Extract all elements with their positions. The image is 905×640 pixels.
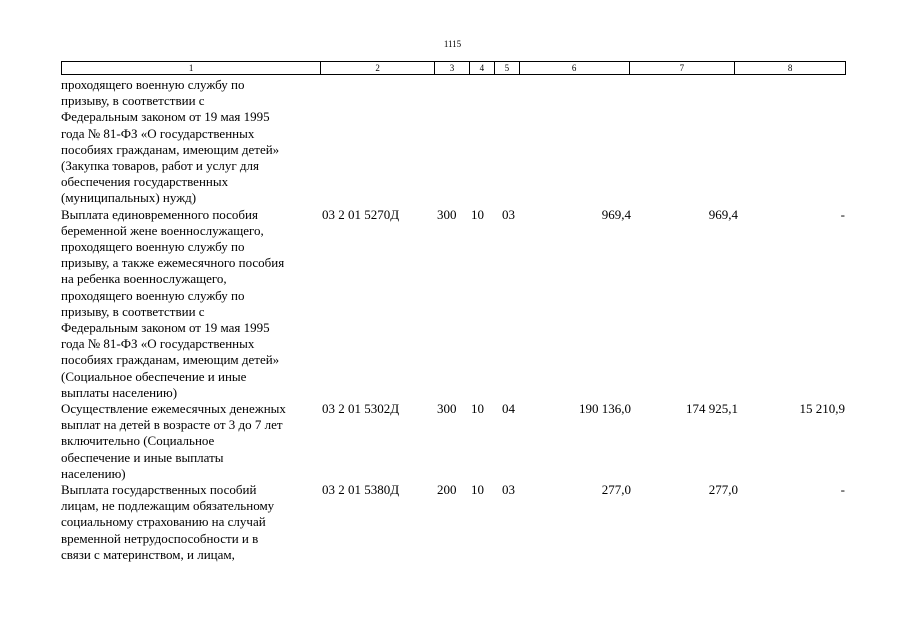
- header-cell-7: 7: [630, 62, 736, 74]
- description-line: беременной жене военнослужащего,: [61, 222, 264, 238]
- description-line: проходящего военную службу по: [61, 287, 245, 303]
- description-line: Федеральным законом от 19 мая 1995: [61, 109, 270, 125]
- expense-type-cell: 200: [437, 482, 457, 498]
- amount-total-cell: 277,0: [601, 482, 631, 498]
- table-body: [0, 77, 905, 563]
- table-row: [0, 401, 905, 482]
- amount-col7-cell: 969,4: [708, 206, 738, 222]
- budget-code-cell: 03 2 01 5270Д: [322, 206, 400, 222]
- description-line: обеспечения государственных: [61, 174, 229, 190]
- subsection-cell: 03: [502, 482, 515, 498]
- description-line: временной нетрудоспособности и в: [61, 530, 259, 546]
- description-line: лицам, не подлежащим обязательному: [61, 498, 275, 514]
- description-line: включительно (Социальное: [61, 433, 215, 449]
- section-cell: 10: [471, 482, 484, 498]
- row-description: [61, 77, 326, 207]
- amount-col8-cell: -: [840, 482, 845, 498]
- description-line: Выплата единовременного пособия: [61, 206, 258, 222]
- section-cell: 10: [471, 206, 484, 222]
- header-cell-4: 4: [470, 62, 495, 74]
- row-description: [61, 401, 326, 482]
- table-header-row: [61, 61, 846, 75]
- description-line: выплат на детей в возрасте от 3 до 7 лет: [61, 417, 283, 433]
- expense-type-cell: 300: [437, 206, 457, 222]
- description-line: (Закупка товаров, работ и услуг для: [61, 158, 259, 174]
- description-line: Осуществление ежемесячных денежных: [61, 401, 286, 417]
- description-line: населению): [61, 465, 126, 481]
- description-line: Выплата государственных пособий: [61, 482, 257, 498]
- section-cell: 10: [471, 401, 484, 417]
- description-line: Федеральным законом от 19 мая 1995: [61, 320, 270, 336]
- description-line: связи с материнством, и лицам,: [61, 546, 235, 562]
- budget-code-cell: 03 2 01 5302Д: [322, 401, 400, 417]
- description-line: пособиях гражданам, имеющим детей»: [61, 352, 280, 368]
- description-line: социальному страхованию на случай: [61, 514, 266, 530]
- description-line: пособиях гражданам, имеющим детей»: [61, 141, 280, 157]
- description-line: проходящего военную службу по: [61, 239, 245, 255]
- subsection-cell: 04: [502, 401, 515, 417]
- row-description: [61, 207, 326, 401]
- amount-col8-cell: -: [840, 206, 845, 222]
- description-line: выплаты населению): [61, 384, 178, 400]
- description-line: призыву, а также ежемесячного пособия: [61, 255, 285, 271]
- header-cell-1: 1: [62, 62, 321, 74]
- row-description: [61, 482, 326, 563]
- description-line: на ребенка военнослужащего,: [61, 271, 227, 287]
- amount-col7-cell: 277,0: [708, 482, 738, 498]
- table-row: [0, 77, 905, 207]
- budget-code-cell: 03 2 01 5380Д: [322, 482, 400, 498]
- amount-total-cell: 969,4: [601, 206, 631, 222]
- header-cell-5: 5: [495, 62, 520, 74]
- page-number: 1115: [443, 39, 462, 49]
- description-line: проходящего военную службу по: [61, 77, 245, 92]
- description-line: обеспечение и иные выплаты: [61, 449, 224, 465]
- amount-total-cell: 190 136,0: [579, 401, 631, 417]
- description-line: года № 81-ФЗ «О государственных: [61, 336, 255, 352]
- expense-type-cell: 300: [437, 401, 457, 417]
- description-line: года № 81-ФЗ «О государственных: [61, 125, 255, 141]
- description-line: призыву, в соответствии с: [61, 93, 205, 109]
- amount-col7-cell: 174 925,1: [686, 401, 738, 417]
- amount-col8-cell: 15 210,9: [799, 401, 845, 417]
- description-line: (Социальное обеспечение и иные: [61, 368, 247, 384]
- table-row: [0, 207, 905, 401]
- subsection-cell: 03: [502, 206, 515, 222]
- header-cell-3: 3: [435, 62, 470, 74]
- table-row: [0, 482, 905, 563]
- header-cell-8: 8: [787, 63, 793, 73]
- description-line: призыву, в соответствии с: [61, 303, 205, 319]
- header-cell-6: 6: [520, 62, 630, 74]
- description-line: (муниципальных) нужд): [61, 190, 197, 206]
- header-cell-2: 2: [321, 62, 435, 74]
